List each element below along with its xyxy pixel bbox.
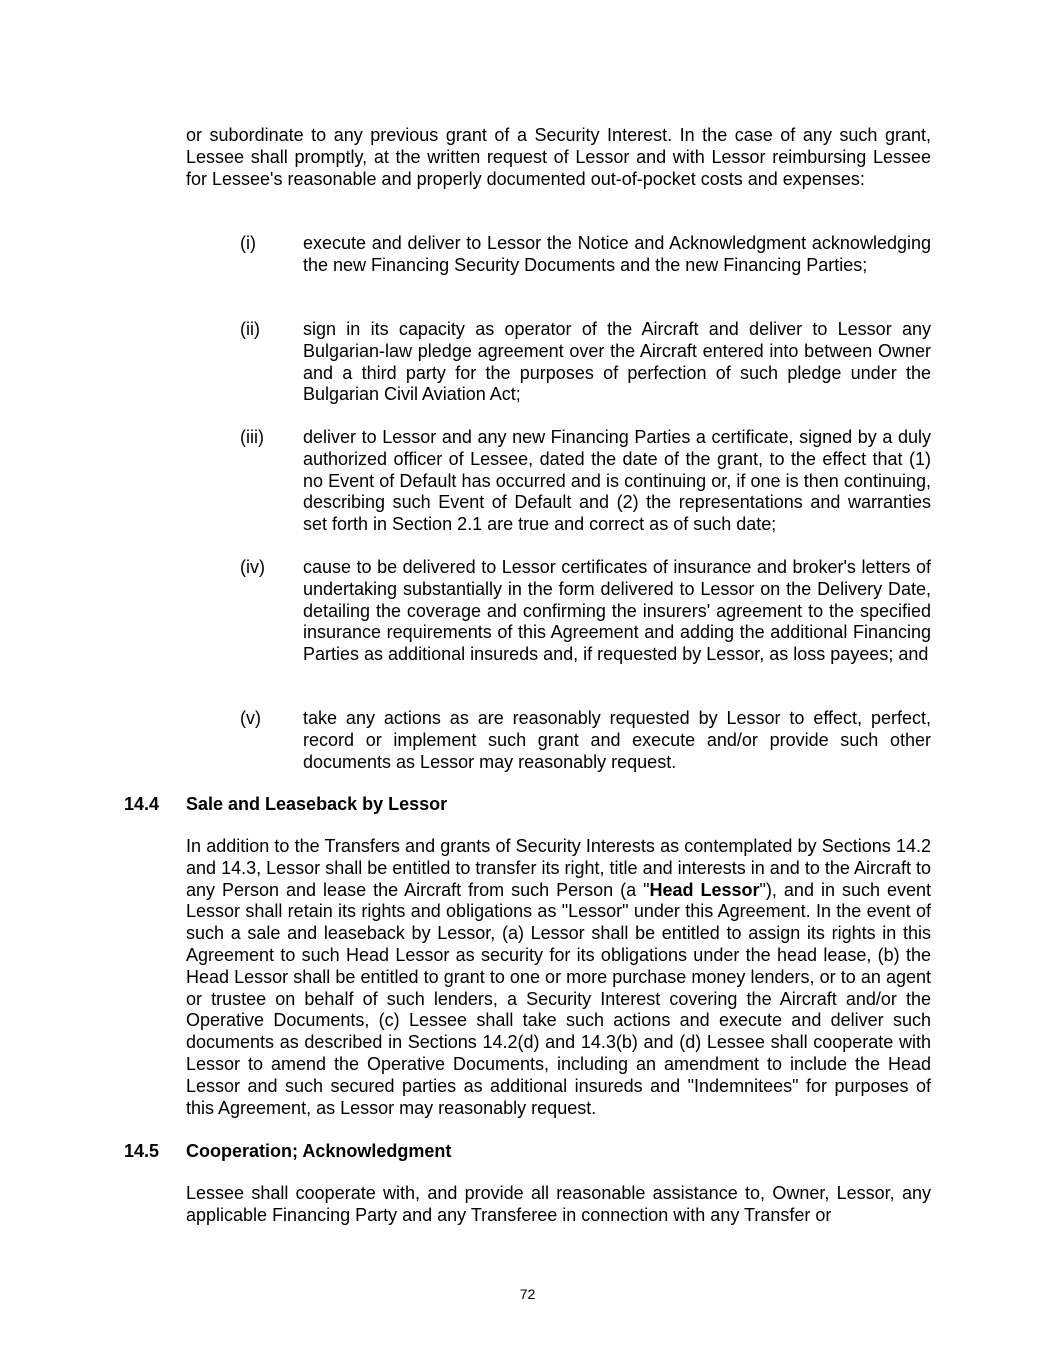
list-item-number: (iv) (240, 557, 265, 577)
list-item-text: execute and deliver to Lessor the Notice and Acknowledgment acknowledging the new Financing Security Documents and the new Financing Parties; (303, 233, 931, 275)
body-text: "), and in such event Lessor shall retain its rights and obligations as "Lessor" under this Agreement. In the event of such a sale and leaseback by Lessor, (a) Lessor shall be entitled to assign its rights in this Agreement to such Head Lessor as security for its obligations under the head lease, (b) the Head Lessor shall be entitled to grant to one or more purchase money lenders, or to an agent or trustee on behalf of such lenders, a Security Interest covering the Aircraft and/or the Operative Documents, (c) Lessee shall take such actions and execute and deliver such documents as described in Sections 14.2(d) and 14.3(b) and (d) Lessee shall cooperate with Lessor to amend the Operative Documents, including an amendment to include the Head Lessor and such secured parties as additional insureds and "Indemnitees" for purposes of this Agreement, as Lessor may reasonably request. (186, 879, 931, 1118)
section-14-4-body (186, 836, 931, 1119)
section-title: Sale and Leaseback by Lessor (186, 794, 448, 814)
list-item-text: sign in its capacity as operator of the Aircraft and deliver to Lessor any Bulgarian-law pledge agreement over the Aircraft entered into between Owner and a third party for the purposes of perfection of such pledge under the Bulgarian Civil Aviation Act; (303, 319, 931, 405)
list-item-number: (v) (240, 708, 261, 728)
list-item-number: (i) (240, 233, 256, 253)
defined-term: Head Lessor (649, 879, 760, 900)
list-item-number: (iii) (240, 427, 264, 447)
list-item-text: cause to be delivered to Lessor certificates of insurance and broker's letters of undertaking substantially in the form delivered to Lessor on the Delivery Date, detailing the coverage and confirming the insurers' agreement to the specified insurance requirements of this Agreement and adding the additional Financing Parties as additional insureds and, if requested by Lessor, as loss payees; and (303, 557, 931, 665)
list-item-text: take any actions as are reasonably requested by Lessor to effect, perfect, record or implement such grant and execute and/or provide such other documents as Lessor may reasonably request. (303, 708, 931, 772)
body-text: In addition to the Transfers and grants of Security Interests as contemplated by Sections 14.2 and 14.3, Lessor shall be entitled to transfer its right, title and interests in and to the Aircraft to any Person and lease the Aircraft from such Person (a " (186, 836, 931, 900)
list-item-text: deliver to Lessor and any new Financing Parties a certificate, signed by a duly authorized officer of Lessee, dated the date of the grant, to the effect that (1) no Event of Default has occurred and is continuing or, if one is then continuing, describing such Event of Default and (2) the representations and warranties set forth in Section 2.1 are true and correct as of such date; (303, 427, 931, 535)
page-number: 72 (519, 1286, 536, 1302)
intro-paragraph: or subordinate to any previous grant of a Security Interest. In the case of any such grant, Lessee shall promptly, at the written request of Lessor and with Lessor reimbursing Lessee for Lessee's reasonable and properly documented out-of-pocket costs and expenses: (186, 125, 931, 189)
section-title: Cooperation; Acknowledgment (186, 1141, 452, 1161)
section-14-5-body: Lessee shall cooperate with, and provide all reasonable assistance to, Owner, Lessor, any applicable Financing Party and any Transferee in connection with any Transfer or (186, 1183, 931, 1225)
section-number: 14.4 (124, 794, 160, 814)
list-item-number: (ii) (240, 319, 260, 339)
section-number: 14.5 (124, 1141, 160, 1161)
